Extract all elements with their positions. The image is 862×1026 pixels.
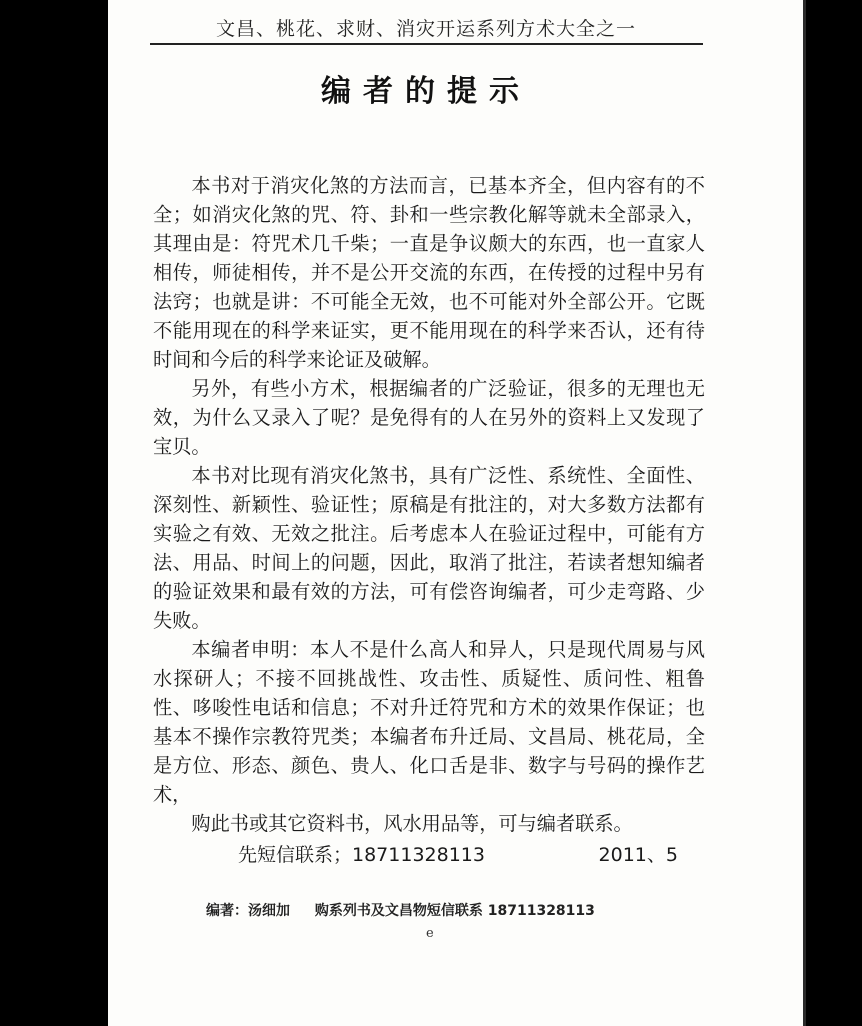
- contact-line: [238, 840, 678, 867]
- author: 编著：汤细加: [206, 903, 290, 919]
- paragraph: 本书对比现有消灾化煞书，具有广泛性、系统性、全面性、深刻性、新颖性、验证性；原稿是有批注的，对大多数方法都有实验之有效、无效之批注。后考虑本人在验证过程中，可能有方法、用品、时间上的问题，因此，取消了批注，若读者想知编者的验证效果和最有效的方法，可有偿咨询编者，可少走弯路、少失败。: [153, 464, 705, 632]
- purchase-contact: 购系列书及文昌物短信联系 18711328113: [314, 903, 595, 919]
- paragraph: 另外，有些小方术，根据编者的广泛验证，很多的无理也无效，为什么又录入了呢？是免得有的人在另外的资料上又发现了宝贝。: [153, 377, 705, 458]
- series-header: 文昌、桃花、求财、消灾开运系列方术大全之一: [215, 18, 636, 40]
- date: 2011、5: [598, 844, 678, 866]
- page-mark: e: [426, 926, 434, 941]
- paragraph: 购此书或其它资料书，风水用品等，可与编者联系。: [191, 812, 633, 835]
- footer: [206, 900, 595, 920]
- body-text: [153, 171, 705, 838]
- header-rule: [150, 43, 703, 45]
- paragraph: 本书对于消灾化煞的方法而言，已基本齐全，但内容有的不全；如消灾化煞的咒、符、卦和一些宗教化解等就未全部录入，其理由是：符咒术几千柴；一直是争议颇大的东西，也一直家人相传，师徒相传，并不是公开交流的东西，在传授的过程中另有法窍；也就是讲：不可能全无效，也不可能对外全部公开。它既不能用现在的科学来证实，更不能用现在的科学来否认，还有待时间和今后的科学来论证及破解。: [153, 174, 705, 371]
- book-page: [108, 0, 803, 1026]
- page-edge: [803, 0, 806, 1026]
- paragraph: 本编者申明：本人不是什么高人和异人，只是现代周易与风水探研人；不接不回挑战性、攻击性、质疑性、质问性、粗鲁性、哆唆性电话和信息；不对升迁符咒和方术的效果作保证；也基本不操作宗教符咒类；本编者布升迁局、文昌局、桃花局，全是方位、形态、颜色、贵人、化口舌是非、数字与号码的操作艺术，: [153, 638, 705, 806]
- sms-contact: 先短信联系；18711328113: [238, 844, 485, 866]
- page-title: 编者的提示: [321, 74, 531, 109]
